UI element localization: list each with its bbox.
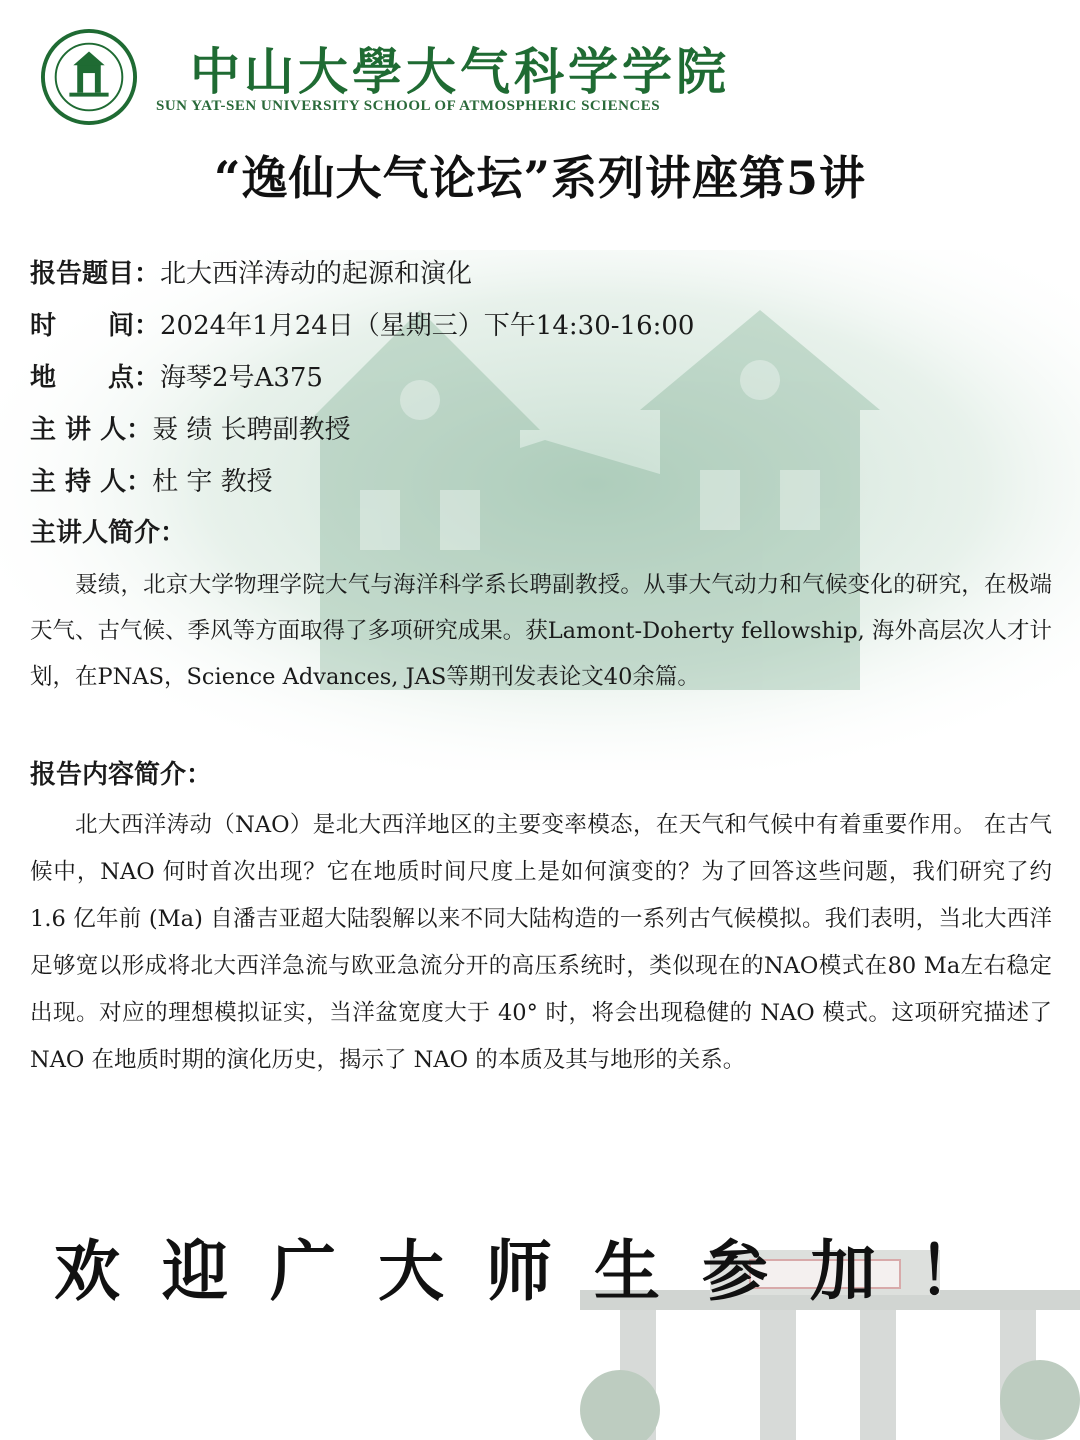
bio-text: 聂绩，北京大学物理学院大气与海洋科学系长聘副教授。从事大气动力和气候变化的研究，在极端天气、古气候、季风等方面取得了多项研究成果。获Lamont-Doherty fellowship, 海外高层次人才计划，在PNAS，Science Advances, JAS等期刊发表论文40余篇。 <box>30 572 1052 690</box>
abstract-heading: 报告内容简介： <box>30 760 213 790</box>
time-label: 时 间： <box>30 311 161 341</box>
university-logo <box>40 28 138 126</box>
info-row-host <box>30 460 1050 512</box>
topic-value: 北大西洋涛动的起源和演化 <box>160 259 473 289</box>
lecture-info <box>30 252 1050 512</box>
abstract-text: 北大西洋涛动（NAO）是北大西洋地区的主要变率模态，在天气和气候中有着重要作用。 在古气候中，NAO 何时首次出现？它在地质时间尺度上是如何演变的？为了回答这些问题，我们研究了约 1.6 亿年前 (Ma) 自潘吉亚超大陆裂解以来不同大陆构造的一系列古气候模拟。我们表明，当北大西洋足够宽以形成将北大西洋急流与欧亚急流分开的高压系统时，类似现在的NAO模式在80 Ma左右稳定出现。对应的理想模拟证实，当洋盆宽度大于 40° 时，将会出现稳健的 NAO 模式。这项研究描述了 NAO 在地质时期的演化历史，揭示了 NAO 的本质及其与地形的关系。 <box>30 812 1052 1073</box>
info-row-topic <box>30 252 1050 304</box>
welcome-slogan: 欢迎广大师生参加！ <box>54 1232 1026 1310</box>
university-name-chinese: 中山大學大气科学学院 <box>190 42 730 101</box>
topic-label: 报告题目： <box>30 259 161 289</box>
university-name-english: SUN YAT-SEN UNIVERSITY SCHOOL OF ATMOSPHERIC SCIENCES <box>156 98 661 114</box>
page-title: “逸仙大气论坛”系列讲座第5讲 <box>214 151 866 205</box>
bio-heading: 主讲人简介： <box>30 518 187 548</box>
host-value: 杜 宇 教授 <box>152 467 273 497</box>
host-label: 主 持 人： <box>30 467 153 497</box>
university-header <box>40 28 1040 128</box>
place-value: 海琴2号A375 <box>160 363 323 393</box>
speaker-value: 聂 绩 长聘副教授 <box>152 415 351 445</box>
speaker-label: 主 讲 人： <box>30 415 153 445</box>
place-label: 地 点： <box>30 363 161 393</box>
time-value: 2024年1月24日（星期三）下午14:30-16:00 <box>160 311 695 341</box>
info-row-speaker <box>30 408 1050 460</box>
info-row-place <box>30 356 1050 408</box>
info-row-time <box>30 304 1050 356</box>
